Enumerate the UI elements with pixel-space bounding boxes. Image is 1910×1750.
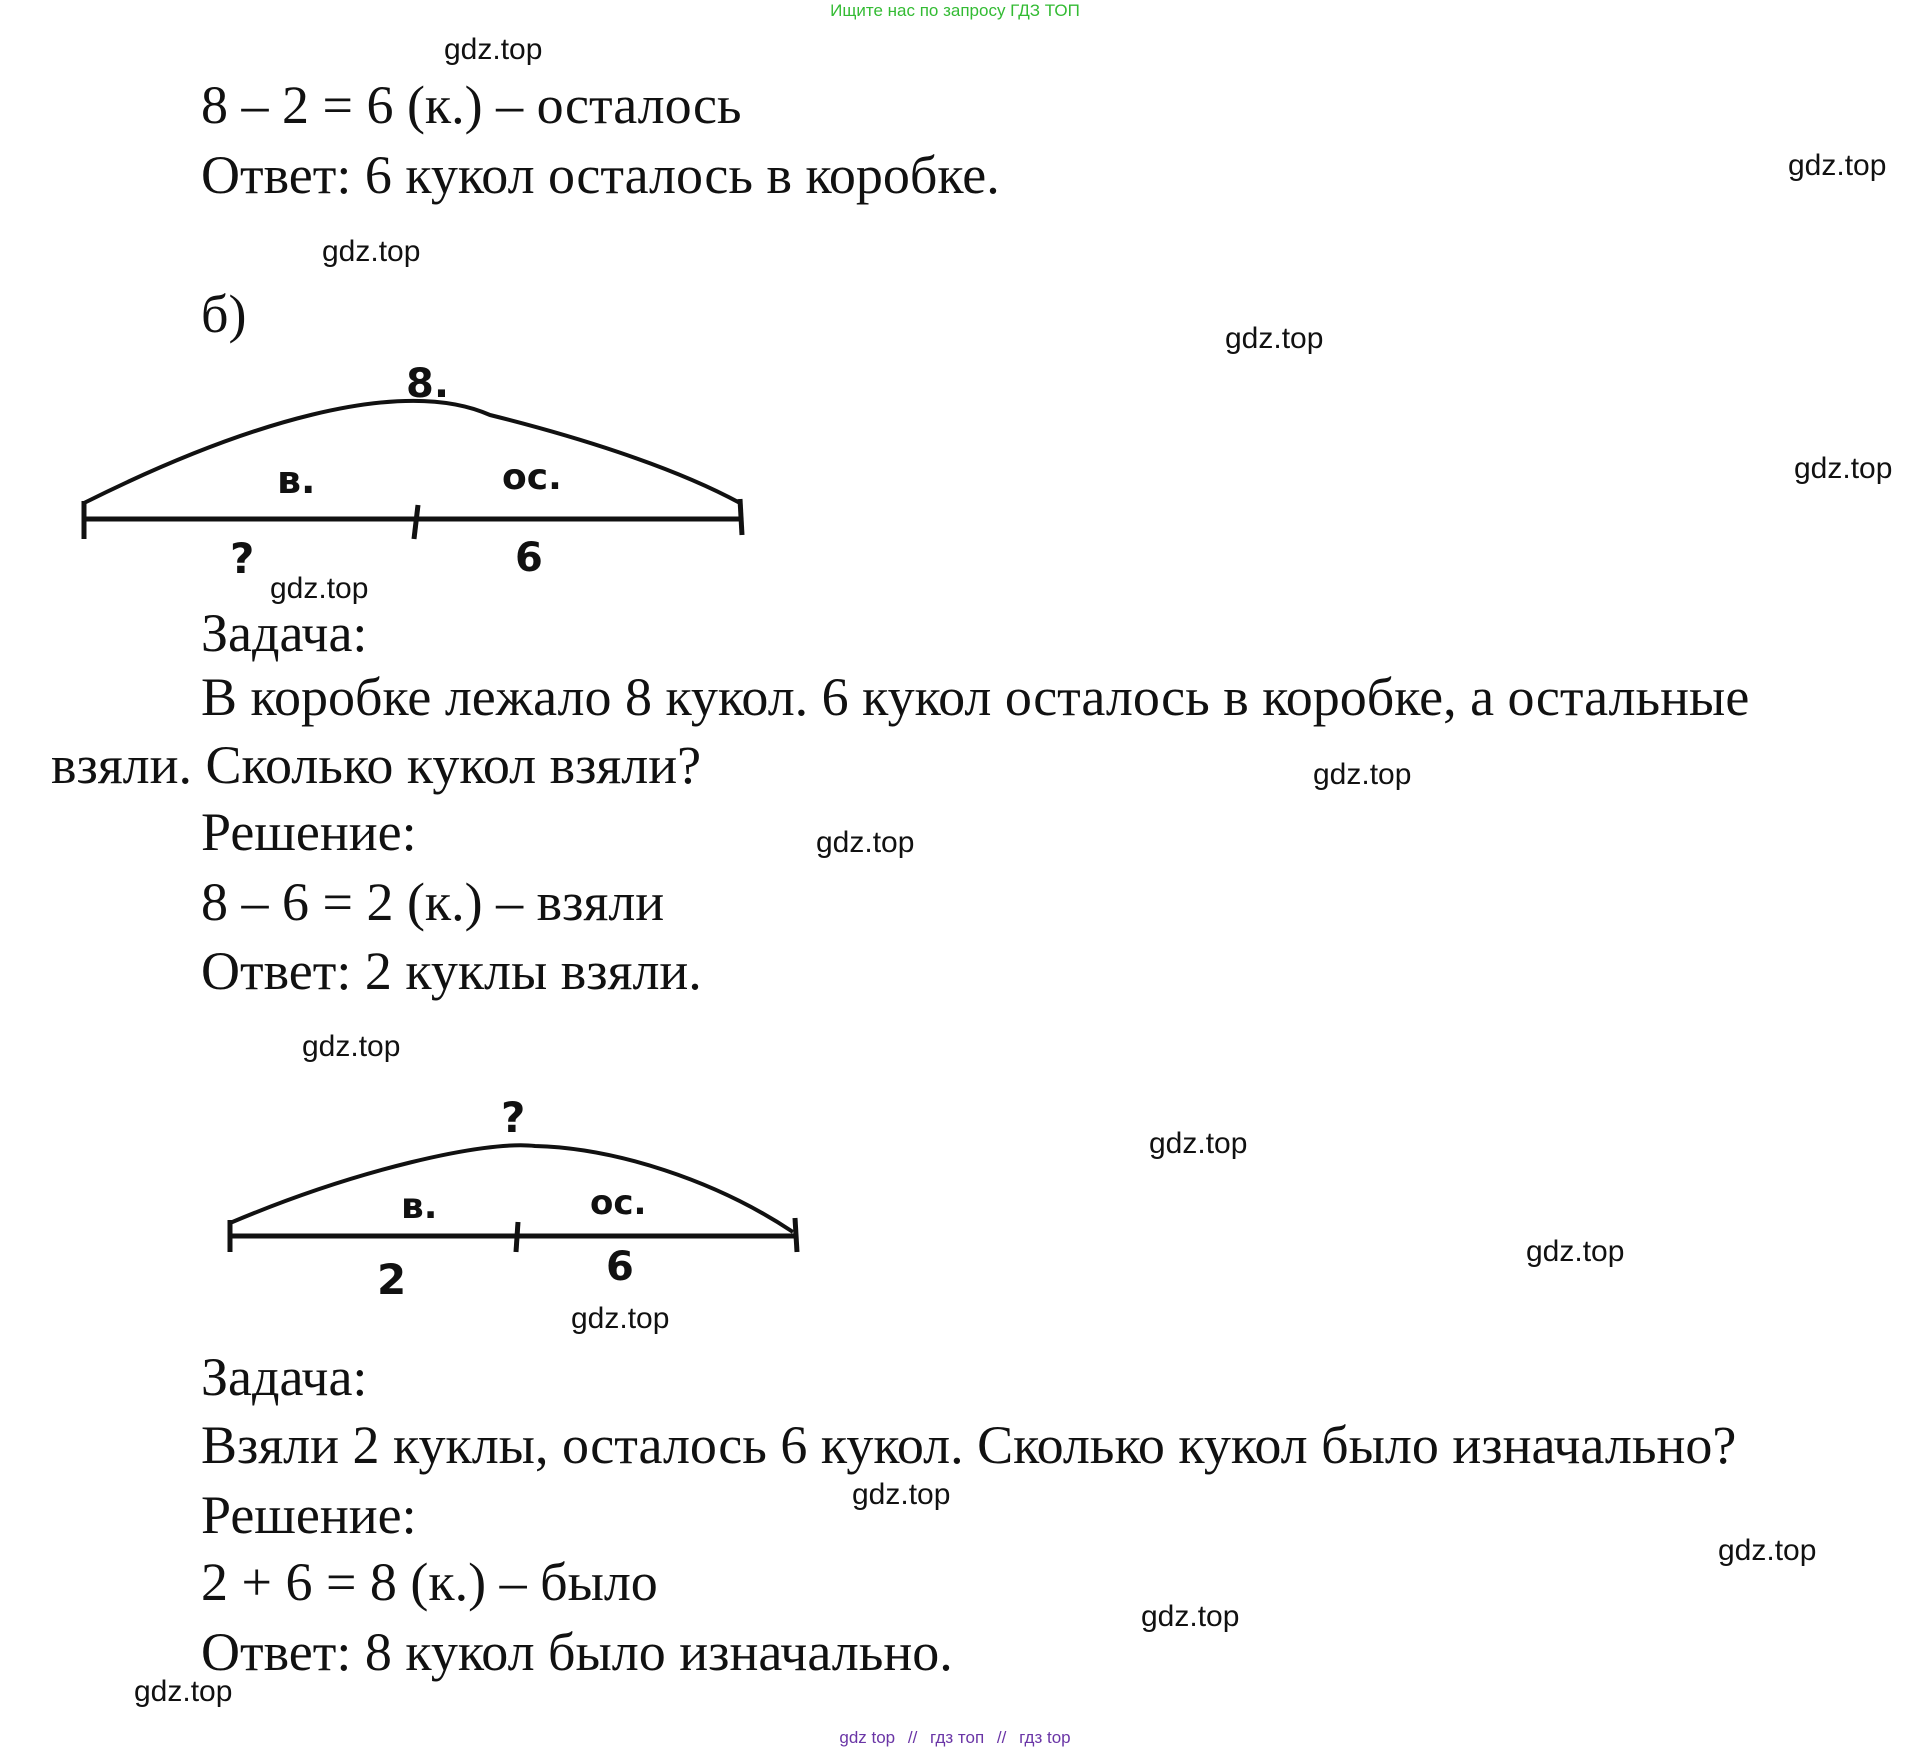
total-arc (230, 1145, 793, 1232)
solution1-heading: Решение: (201, 802, 417, 862)
left-bottom-label: ? (230, 534, 255, 583)
watermark: gdz.top (852, 1478, 951, 1511)
total-arc (84, 401, 740, 503)
right-bottom-label: 6 (606, 1244, 634, 1290)
task2-text: Взяли 2 куклы, осталось 6 кукол. Сколько кукол было изначально? (201, 1415, 1737, 1475)
watermark: gdz.top (1526, 1235, 1625, 1268)
section-label-b: б) (201, 284, 247, 344)
right-bottom-label: 6 (515, 535, 543, 581)
watermark: gdz.top (1313, 758, 1412, 791)
watermark: gdz.top (1149, 1127, 1248, 1160)
left-bottom-label: 2 (377, 1255, 407, 1304)
answer-line-2: Ответ: 8 кукол было изначально. (201, 1622, 953, 1682)
calc-line-1: 8 – 6 = 2 (к.) – взяли (201, 872, 665, 932)
watermark: gdz.top (1788, 149, 1887, 182)
task2-heading: Задача: (201, 1347, 368, 1407)
footer-links (0, 1728, 1910, 1748)
footer-link-1[interactable]: gdz top (839, 1728, 896, 1747)
segment-diagram-2 (215, 1080, 815, 1304)
watermark: gdz.top (571, 1302, 670, 1335)
footer-link-3[interactable]: гдз top (1019, 1728, 1071, 1747)
watermark: gdz.top (1225, 322, 1324, 355)
segment-diagram-1 (70, 355, 760, 585)
watermark: gdz.top (322, 235, 421, 268)
solution2-heading: Решение: (201, 1485, 417, 1545)
task1-text-line1: В коробке лежало 8 кукол. 6 кукол осталось в коробке, а остальные (201, 667, 1750, 727)
right-top-label: ос. (590, 1183, 647, 1223)
tick-middle (414, 505, 418, 539)
answer-line-1: Ответ: 2 куклы взяли. (201, 941, 702, 1001)
watermark: gdz.top (134, 1675, 233, 1708)
total-label: ? (501, 1093, 526, 1142)
watermark: gdz.top (1794, 452, 1893, 485)
footer-separator: // (996, 1728, 1007, 1747)
tick-right (740, 499, 742, 535)
watermark: gdz.top (816, 826, 915, 859)
total-label: 8. (406, 361, 450, 407)
answer-line-a: Ответ: 6 кукол осталось в коробке. (201, 145, 1000, 205)
footer-link-2[interactable]: гдз топ (930, 1728, 985, 1747)
tick-middle (516, 1222, 518, 1252)
task1-heading: Задача: (201, 603, 368, 663)
left-top-label: в. (277, 458, 316, 502)
task1-text-line2: взяли. Сколько кукол взяли? (51, 735, 702, 795)
calc-line-2: 2 + 6 = 8 (к.) – было (201, 1552, 658, 1612)
right-top-label: ос. (502, 457, 562, 498)
left-top-label: в. (401, 1186, 438, 1227)
watermark: gdz.top (302, 1030, 401, 1063)
watermark: gdz.top (1718, 1534, 1817, 1567)
watermark: gdz.top (444, 33, 543, 66)
search-banner: Ищите нас по запросу ГДЗ ТОП (830, 1, 1080, 20)
watermark: gdz.top (1141, 1600, 1240, 1633)
footer-separator: // (907, 1728, 918, 1747)
watermark: gdz.top (270, 572, 369, 605)
calc-line-a: 8 – 2 = 6 (к.) – осталось (201, 75, 742, 135)
tick-right (795, 1218, 797, 1252)
